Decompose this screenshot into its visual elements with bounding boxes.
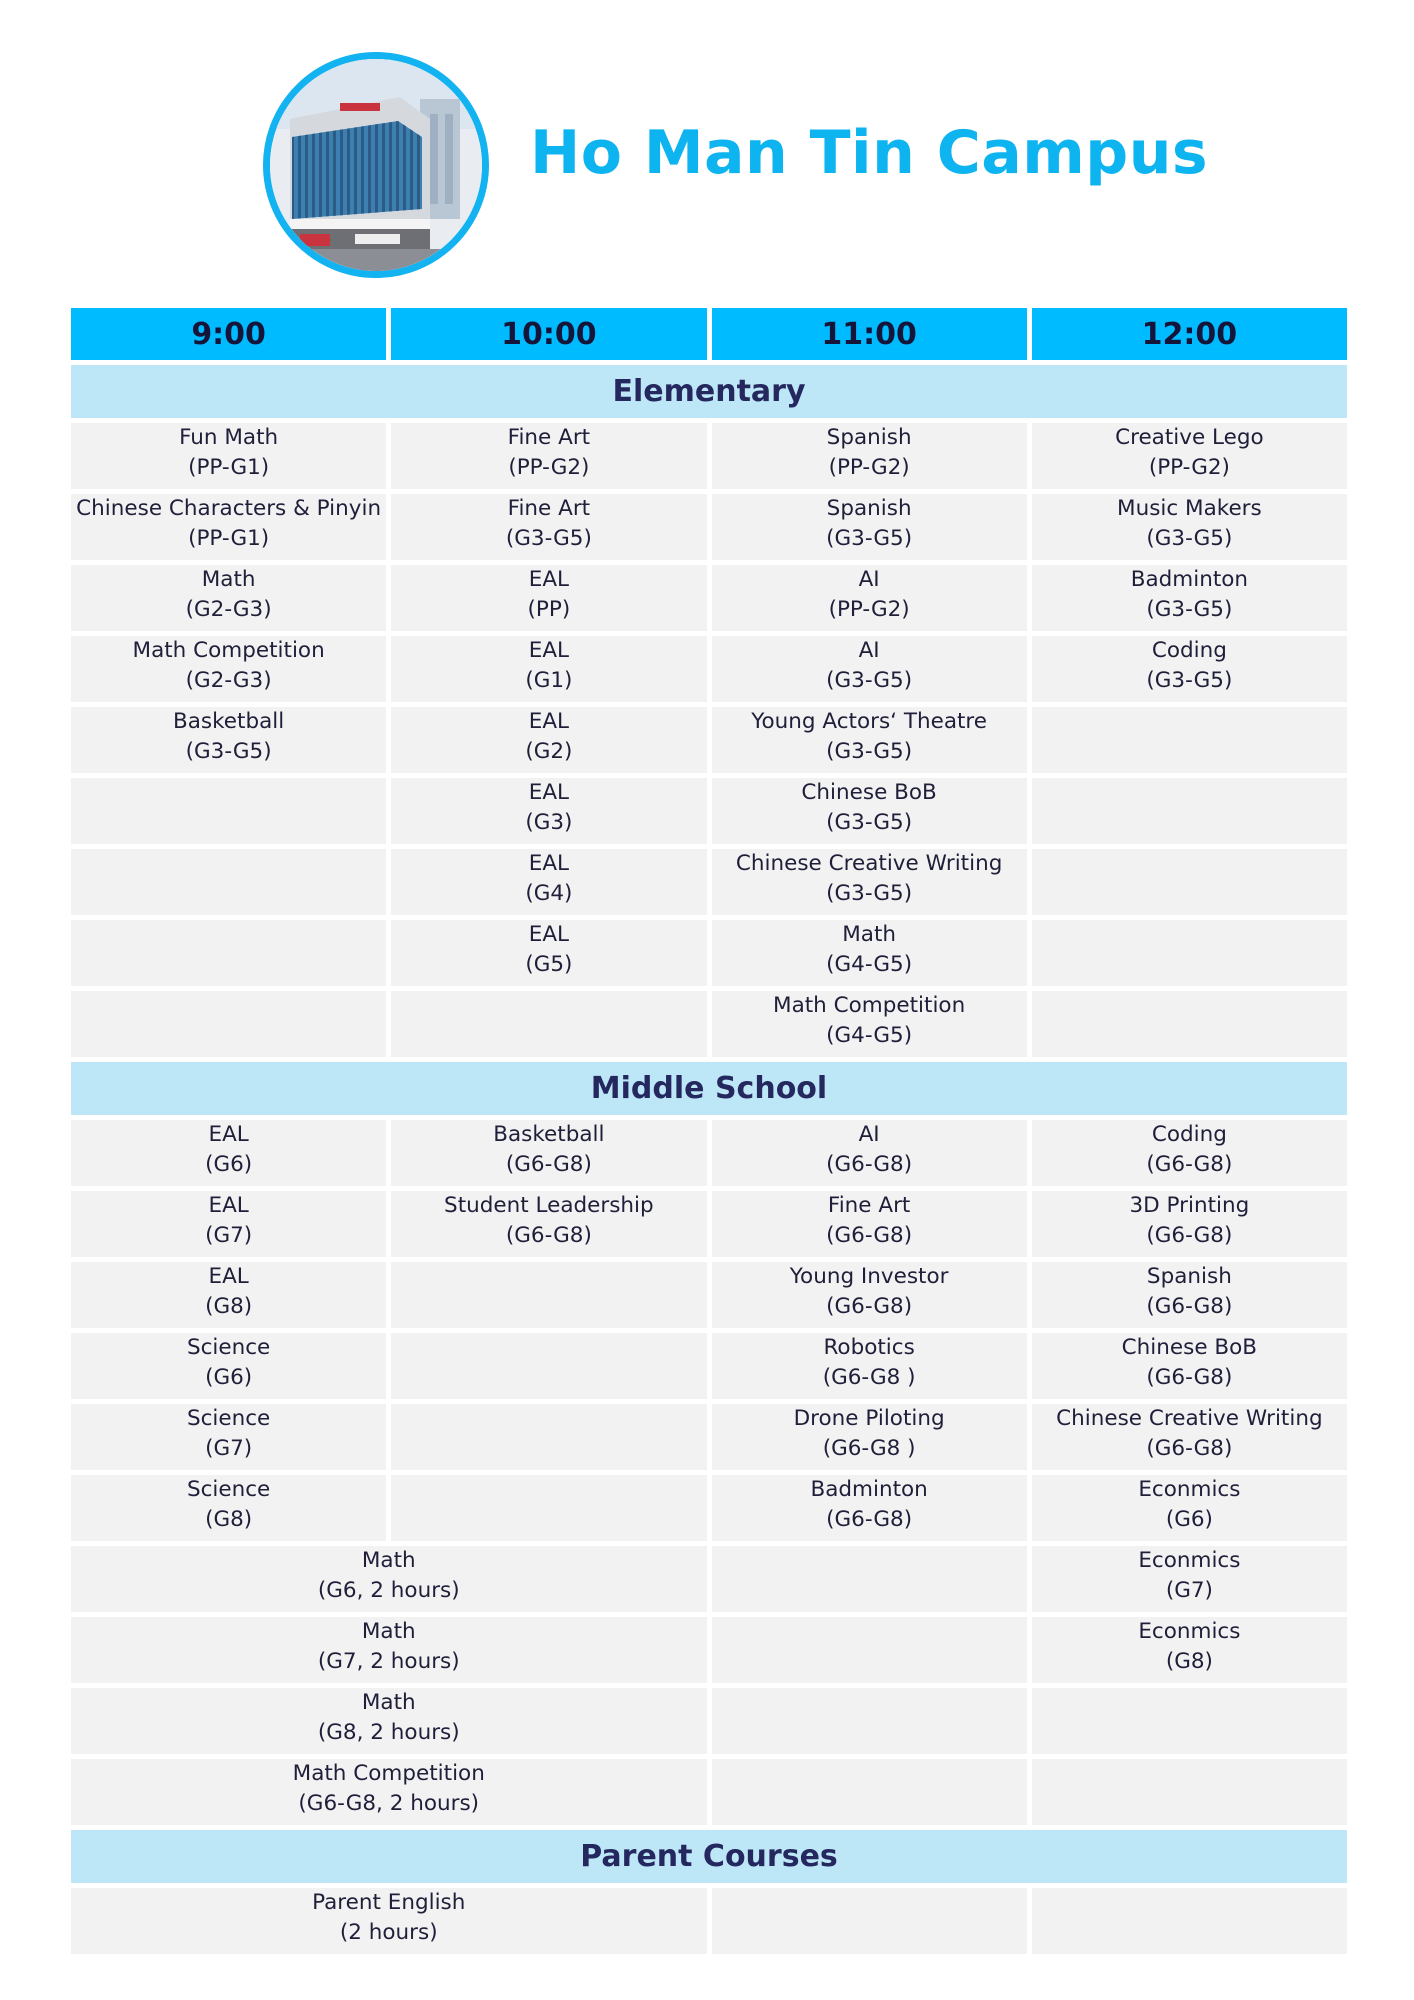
course-cell: [1032, 1404, 1347, 1470]
course-cell: [71, 1191, 386, 1257]
table-row: [71, 1262, 1347, 1328]
course-cell: [712, 1404, 1027, 1470]
table-row: [71, 1546, 1347, 1612]
course-cell: [71, 1262, 386, 1328]
course-cell: [71, 1120, 386, 1186]
course-name: Coding: [1151, 1122, 1227, 1147]
course-cell: [1032, 1475, 1347, 1541]
course-grades: (G8, 2 hours): [317, 1720, 460, 1745]
table-row: [71, 1191, 1347, 1257]
page-header: [0, 0, 1414, 300]
section-title: Parent Courses: [71, 1830, 1347, 1883]
course-cell: [71, 991, 386, 1057]
course-cell: [391, 991, 706, 1057]
course-grades: (G7): [205, 1223, 253, 1248]
course-grades: (G3): [525, 810, 573, 835]
course-name: EAL: [528, 709, 570, 734]
table-row: [71, 1333, 1347, 1399]
course-cell: [1032, 849, 1347, 915]
course-name: Econmics: [1138, 1477, 1241, 1502]
table-row: [71, 565, 1347, 631]
course-name: EAL: [528, 851, 570, 876]
course-name: Chinese BoB: [1121, 1335, 1258, 1360]
course-grades: (G4-G5): [826, 1023, 913, 1048]
course-name: Fine Art: [507, 425, 591, 450]
course-name: Chinese Characters & Pinyin: [76, 496, 382, 521]
course-cell: [712, 1546, 1027, 1612]
course-cell: [391, 1333, 706, 1399]
course-grades: (G2-G3): [185, 597, 272, 622]
course-cell: [391, 1404, 706, 1470]
table-row: [71, 849, 1347, 915]
course-name: Fine Art: [827, 1193, 911, 1218]
course-name: Chinese BoB: [801, 780, 937, 805]
course-name: Young Actors‘ Theatre: [751, 709, 988, 734]
time-header-row: [71, 308, 1347, 360]
course-name: Science: [186, 1477, 271, 1502]
time-slot-header: 9:00: [71, 308, 386, 360]
course-cell: [391, 1262, 706, 1328]
course-grades: (G3-G5): [826, 739, 913, 764]
course-cell: [391, 1475, 706, 1541]
course-grades: (PP-G1): [188, 526, 270, 551]
course-name: Science: [186, 1335, 271, 1360]
course-name: Econmics: [1138, 1619, 1241, 1644]
course-cell: [1032, 423, 1347, 489]
course-name: Music Makers: [1117, 496, 1262, 521]
course-cell: [712, 991, 1027, 1057]
course-cell: [712, 778, 1027, 844]
course-cell: [1032, 1617, 1347, 1683]
course-cell: [712, 1759, 1027, 1825]
course-name: Fine Art: [507, 496, 591, 521]
course-grades: (G6-G8, 2 hours): [298, 1791, 480, 1816]
course-cell: [712, 1688, 1027, 1754]
course-name: EAL: [528, 567, 570, 592]
course-cell: [391, 849, 706, 915]
course-name: Creative Lego: [1115, 425, 1264, 450]
course-cell: [712, 849, 1027, 915]
campus-logo: [263, 52, 489, 278]
course-name: Badminton: [810, 1477, 928, 1502]
course-name: Science: [186, 1406, 271, 1431]
course-grades: (G5): [525, 952, 573, 977]
course-grades: (G6-G8): [826, 1152, 913, 1177]
course-cell: [71, 565, 386, 631]
table-row: [71, 1617, 1347, 1683]
course-cell: [1032, 707, 1347, 773]
course-cell: [712, 707, 1027, 773]
course-grades: (G6-G8): [826, 1223, 913, 1248]
course-name: Chinese Creative Writing: [735, 851, 1003, 876]
section-header-row: [71, 1062, 1347, 1115]
table-row: [71, 423, 1347, 489]
schedule-table: [66, 303, 1352, 1959]
course-grades: (G6-G8): [1146, 1294, 1233, 1319]
course-name: AI: [858, 1122, 880, 1147]
course-cell: [1032, 1688, 1347, 1754]
course-cell: [391, 1191, 706, 1257]
course-cell: [712, 1888, 1027, 1954]
course-cell: [71, 707, 386, 773]
course-cell: [391, 920, 706, 986]
course-grades: (G8): [205, 1507, 253, 1532]
course-grades: (G6-G8): [1146, 1365, 1233, 1390]
course-cell: [71, 849, 386, 915]
course-grades: (PP): [527, 597, 571, 622]
course-cell: [71, 1688, 707, 1754]
course-name: Spanish: [826, 496, 912, 521]
course-name: EAL: [208, 1264, 249, 1289]
course-name: Chinese Creative Writing: [1056, 1406, 1323, 1431]
course-grades: (G6): [205, 1152, 253, 1177]
course-cell: [712, 1262, 1027, 1328]
course-name: AI: [858, 638, 880, 663]
course-cell: [712, 494, 1027, 560]
course-name: Spanish: [826, 425, 912, 450]
course-cell: [712, 565, 1027, 631]
course-name: Math Competition: [132, 638, 325, 663]
course-name: Coding: [1151, 638, 1227, 663]
course-cell: [1032, 1333, 1347, 1399]
course-cell: [1032, 565, 1347, 631]
time-slot-header: 12:00: [1032, 308, 1347, 360]
table-row: [71, 1120, 1347, 1186]
course-grades: (G3-G5): [826, 810, 913, 835]
course-name: Math: [361, 1548, 416, 1573]
course-name: Student Leadership: [444, 1193, 654, 1218]
page-title: Ho Man Tin Campus: [530, 118, 1209, 188]
course-grades: (G3-G5): [826, 881, 913, 906]
course-name: Parent English: [312, 1890, 466, 1915]
course-cell: [1032, 1262, 1347, 1328]
course-cell: [71, 1546, 707, 1612]
course-cell: [1032, 991, 1347, 1057]
course-cell: [71, 778, 386, 844]
course-name: Math Competition: [292, 1761, 485, 1786]
course-grades: (G7): [1165, 1578, 1213, 1603]
course-grades: (PP-G2): [508, 455, 590, 480]
course-grades: (G6-G8): [505, 1152, 592, 1177]
course-grades: (G6-G8): [1146, 1436, 1233, 1461]
course-name: EAL: [208, 1193, 249, 1218]
course-grades: (G6): [205, 1365, 253, 1390]
course-grades: (PP-G2): [828, 597, 910, 622]
course-cell: [712, 636, 1027, 702]
course-cell: [71, 1888, 707, 1954]
course-grades: (G6-G8): [826, 1507, 913, 1532]
course-grades: (PP-G2): [1148, 455, 1230, 480]
table-row: [71, 1475, 1347, 1541]
course-cell: [391, 1120, 706, 1186]
table-row: [71, 707, 1347, 773]
course-grades: (G3-G5): [1146, 597, 1233, 622]
course-cell: [391, 707, 706, 773]
course-name: EAL: [208, 1122, 249, 1147]
course-grades: (G3-G5): [1146, 526, 1233, 551]
course-cell: [1032, 920, 1347, 986]
course-cell: [71, 1475, 386, 1541]
time-slot-header: 10:00: [391, 308, 706, 360]
course-grades: (G6-G8): [1146, 1152, 1233, 1177]
course-name: 3D Printing: [1129, 1193, 1250, 1218]
course-name: Math: [361, 1690, 416, 1715]
course-cell: [1032, 1888, 1347, 1954]
course-name: Math Competition: [773, 993, 966, 1018]
course-cell: [71, 494, 386, 560]
section-title: Elementary: [71, 365, 1347, 418]
course-cell: [712, 1191, 1027, 1257]
course-cell: [712, 1617, 1027, 1683]
course-cell: [712, 1333, 1027, 1399]
course-grades: (PP-G1): [188, 455, 270, 480]
course-name: Fun Math: [179, 425, 279, 450]
time-slot-header: 11:00: [712, 308, 1027, 360]
course-grades: (G6-G8 ): [822, 1365, 916, 1390]
course-name: Basketball: [493, 1122, 605, 1147]
course-cell: [712, 423, 1027, 489]
course-name: EAL: [528, 638, 570, 663]
course-name: Math: [842, 922, 897, 947]
course-grades: (G6, 2 hours): [317, 1578, 460, 1603]
course-name: Math: [201, 567, 256, 592]
course-cell: [71, 1404, 386, 1470]
section-header-row: [71, 365, 1347, 418]
campus-building-photo-icon: [270, 59, 482, 271]
course-cell: [71, 1617, 707, 1683]
table-row: [71, 636, 1347, 702]
course-cell: [391, 494, 706, 560]
course-grades: (G1): [525, 668, 573, 693]
course-cell: [1032, 494, 1347, 560]
course-grades: (PP-G2): [828, 455, 910, 480]
section-header-row: [71, 1830, 1347, 1883]
course-cell: [712, 1120, 1027, 1186]
course-grades: (2 hours): [339, 1920, 438, 1945]
course-name: Badminton: [1130, 567, 1249, 592]
course-name: AI: [858, 567, 880, 592]
course-grades: (G4-G5): [826, 952, 913, 977]
course-name: Drone Piloting: [793, 1406, 945, 1431]
course-name: Basketball: [173, 709, 285, 734]
course-name: EAL: [528, 922, 570, 947]
table-row: [71, 494, 1347, 560]
course-cell: [712, 1475, 1027, 1541]
course-cell: [1032, 1759, 1347, 1825]
course-grades: (G6-G8): [1146, 1223, 1233, 1248]
table-row: [71, 1688, 1347, 1754]
course-cell: [71, 1759, 707, 1825]
course-cell: [71, 920, 386, 986]
course-grades: (G3-G5): [185, 739, 272, 764]
course-cell: [71, 423, 386, 489]
course-name: Young Investor: [789, 1264, 949, 1289]
course-grades: (G2-G3): [185, 668, 272, 693]
course-name: Econmics: [1138, 1548, 1241, 1573]
table-row: [71, 778, 1347, 844]
course-cell: [1032, 1191, 1347, 1257]
course-cell: [1032, 1546, 1347, 1612]
course-grades: (G6-G8 ): [822, 1436, 916, 1461]
table-row: [71, 1888, 1347, 1954]
course-grades: (G8): [1165, 1649, 1213, 1674]
course-cell: [71, 1333, 386, 1399]
course-grades: (G7, 2 hours): [317, 1649, 460, 1674]
course-cell: [71, 636, 386, 702]
course-cell: [391, 778, 706, 844]
course-cell: [1032, 778, 1347, 844]
table-row: [71, 920, 1347, 986]
course-name: Robotics: [823, 1335, 915, 1360]
course-grades: (G6-G8): [505, 1223, 592, 1248]
course-name: EAL: [528, 780, 570, 805]
course-name: Spanish: [1146, 1264, 1232, 1289]
course-cell: [1032, 636, 1347, 702]
course-grades: (G8): [205, 1294, 253, 1319]
section-title: Middle School: [71, 1062, 1347, 1115]
course-cell: [391, 423, 706, 489]
course-grades: (G7): [205, 1436, 253, 1461]
table-row: [71, 991, 1347, 1057]
course-grades: (G3-G5): [505, 526, 592, 551]
course-name: Math: [361, 1619, 416, 1644]
course-grades: (G4): [525, 881, 573, 906]
course-cell: [391, 636, 706, 702]
course-grades: (G6-G8): [826, 1294, 913, 1319]
schedule-body: [71, 365, 1347, 1954]
table-row: [71, 1404, 1347, 1470]
course-cell: [1032, 1120, 1347, 1186]
course-cell: [391, 565, 706, 631]
course-grades: (G6): [1165, 1507, 1213, 1532]
course-grades: (G3-G5): [826, 526, 913, 551]
course-cell: [712, 920, 1027, 986]
course-grades: (G3-G5): [826, 668, 913, 693]
table-row: [71, 1759, 1347, 1825]
course-grades: (G2): [525, 739, 573, 764]
course-grades: (G3-G5): [1146, 668, 1233, 693]
